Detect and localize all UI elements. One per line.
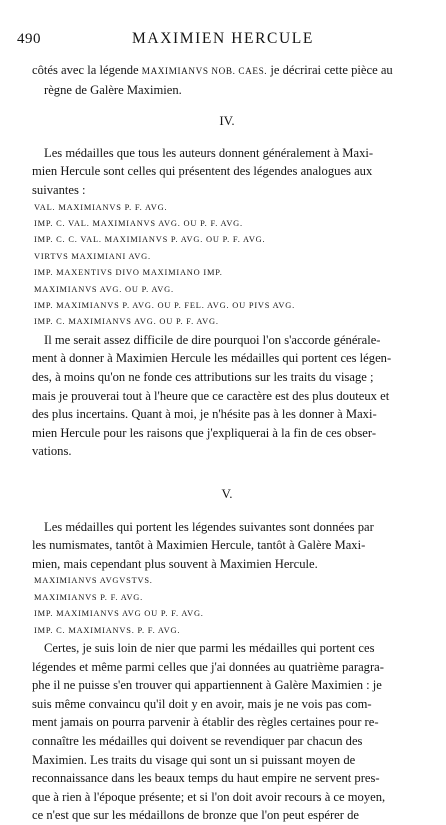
paragraph-line: mien, mais cependant plus souvent à Maximien Hercule. (32, 556, 318, 571)
paragraph-line: reconnaissance dans les beaux temps du haut empire ne servent pres- (32, 771, 380, 786)
paragraph-line: Maximien. Les traits du visage qui sont un si puissant moyen de (32, 752, 356, 767)
running-header (17, 30, 429, 52)
coin-legend: IMP. MAXIMIANVS AVG OU P. F. AVG. (34, 609, 204, 619)
intro-line (32, 61, 422, 81)
coin-legend: IMP. MAXIMIANVS P. AVG. OU P. FEL. AVG. OU PIVS AVG. (34, 301, 296, 310)
paragraph-line: mien Hercule pour les raisons que j'expliquerai à la fin de ces obser- (32, 425, 377, 440)
coin-legend: MAXIMIANVS P. F. AVG. (34, 592, 144, 602)
coin-legend: VAL. MAXIMIANVS P. F. AVG. (34, 202, 168, 212)
coin-legend: MAXIMIANVS AVG. OU P. AVG. (34, 284, 174, 294)
paragraph-line: vations. (32, 444, 72, 459)
intro-legend: MAXIMIANVS NOB. CAES. (141, 66, 268, 76)
paragraph-line: des plus incertains. Quant à moi, je n'hésite pas à les donner à Maxi- (32, 407, 377, 422)
paragraph-line: ment à donner à Maximien Hercule les médailles qui portent ces légen- (32, 351, 392, 366)
paragraph-line: ment jamais on pourra parvenir à établir des règles certaines pour re- (32, 715, 379, 730)
paragraph-line: Les médailles que tous les auteurs donnent généralement à Maxi- (44, 145, 374, 160)
paragraph-line: Les médailles qui portent les légendes suivantes sont données par (44, 519, 374, 534)
paragraph-line: connaître les médailles qui doivent se revendiquer par chacun des (32, 733, 363, 748)
paragraph-line: que à rien à l'époque présente; et si l'on doit avoir recours à ce moyen, (32, 789, 386, 804)
paragraph-line: Certes, je suis loin de nier que parmi les médailles qui portent ces (44, 640, 375, 655)
coin-legend: IMP. C. VAL. MAXIMIANVS AVG. OU P. F. AVG. (34, 218, 243, 228)
paragraph-line: phe il ne puisse s'en trouver qui appartiennent à Galère Maximien : je (32, 678, 382, 693)
coin-legend: IMP. C. MAXIMIANVS AVG. OU P. F. AVG. (34, 317, 219, 327)
paragraph-line: suivantes : (32, 182, 86, 197)
page-number: 490 (17, 31, 41, 47)
paragraph-line: les numismates, tantôt à Maximien Hercule, tantôt à Galère Maxi- (32, 538, 366, 553)
page-body (32, 61, 422, 825)
paragraph-line: des, à moins qu'on ne fonde ces attributions sur les traits du visage ; (32, 370, 374, 384)
intro-text: côtés avec la légende (32, 63, 142, 77)
intro-text: je décrirai cette pièce au (267, 63, 393, 77)
paragraph-line: légendes et même parmi celles que j'ai données au quatrième paragra- (32, 659, 384, 674)
coin-legend: IMP. C. MAXIMIANVS. P. F. AVG. (34, 625, 181, 635)
coin-legend: MAXIMIANVS AVGVSTVS. (34, 576, 153, 586)
paragraph-line: Il me serait assez difficile de dire pourquoi l'on s'accorde générale- (44, 332, 381, 347)
paragraph-line: mais je prouverai tout à l'heure que ce caractère est des plus douteux et (32, 388, 390, 403)
paragraph-line: suis même convaincu qu'il doit y en avoir, mais je ne vois pas com- (32, 696, 372, 711)
intro-line: règne de Galère Maximien. (44, 82, 182, 97)
coin-legend: IMP. C. C. VAL. MAXIMIANVS P. AVG. OU P. F. AVG. (34, 235, 266, 245)
running-title: MAXIMIEN HERCULE (132, 30, 314, 47)
section-heading-v: V. (221, 485, 233, 501)
coin-legend: IMP. MAXENTIVS DIVO MAXIMIANO IMP. (34, 268, 223, 278)
section-heading-iv: IV. (219, 113, 235, 129)
paragraph-line: ce n'est que sur les médaillons de bronze que l'on peut espérer de (32, 808, 359, 823)
paragraph-line: mien Hercule sont celles qui présentent des légendes analogues aux (32, 164, 373, 179)
coin-legend: VIRTVS MAXIMIANI AVG. (34, 251, 151, 261)
